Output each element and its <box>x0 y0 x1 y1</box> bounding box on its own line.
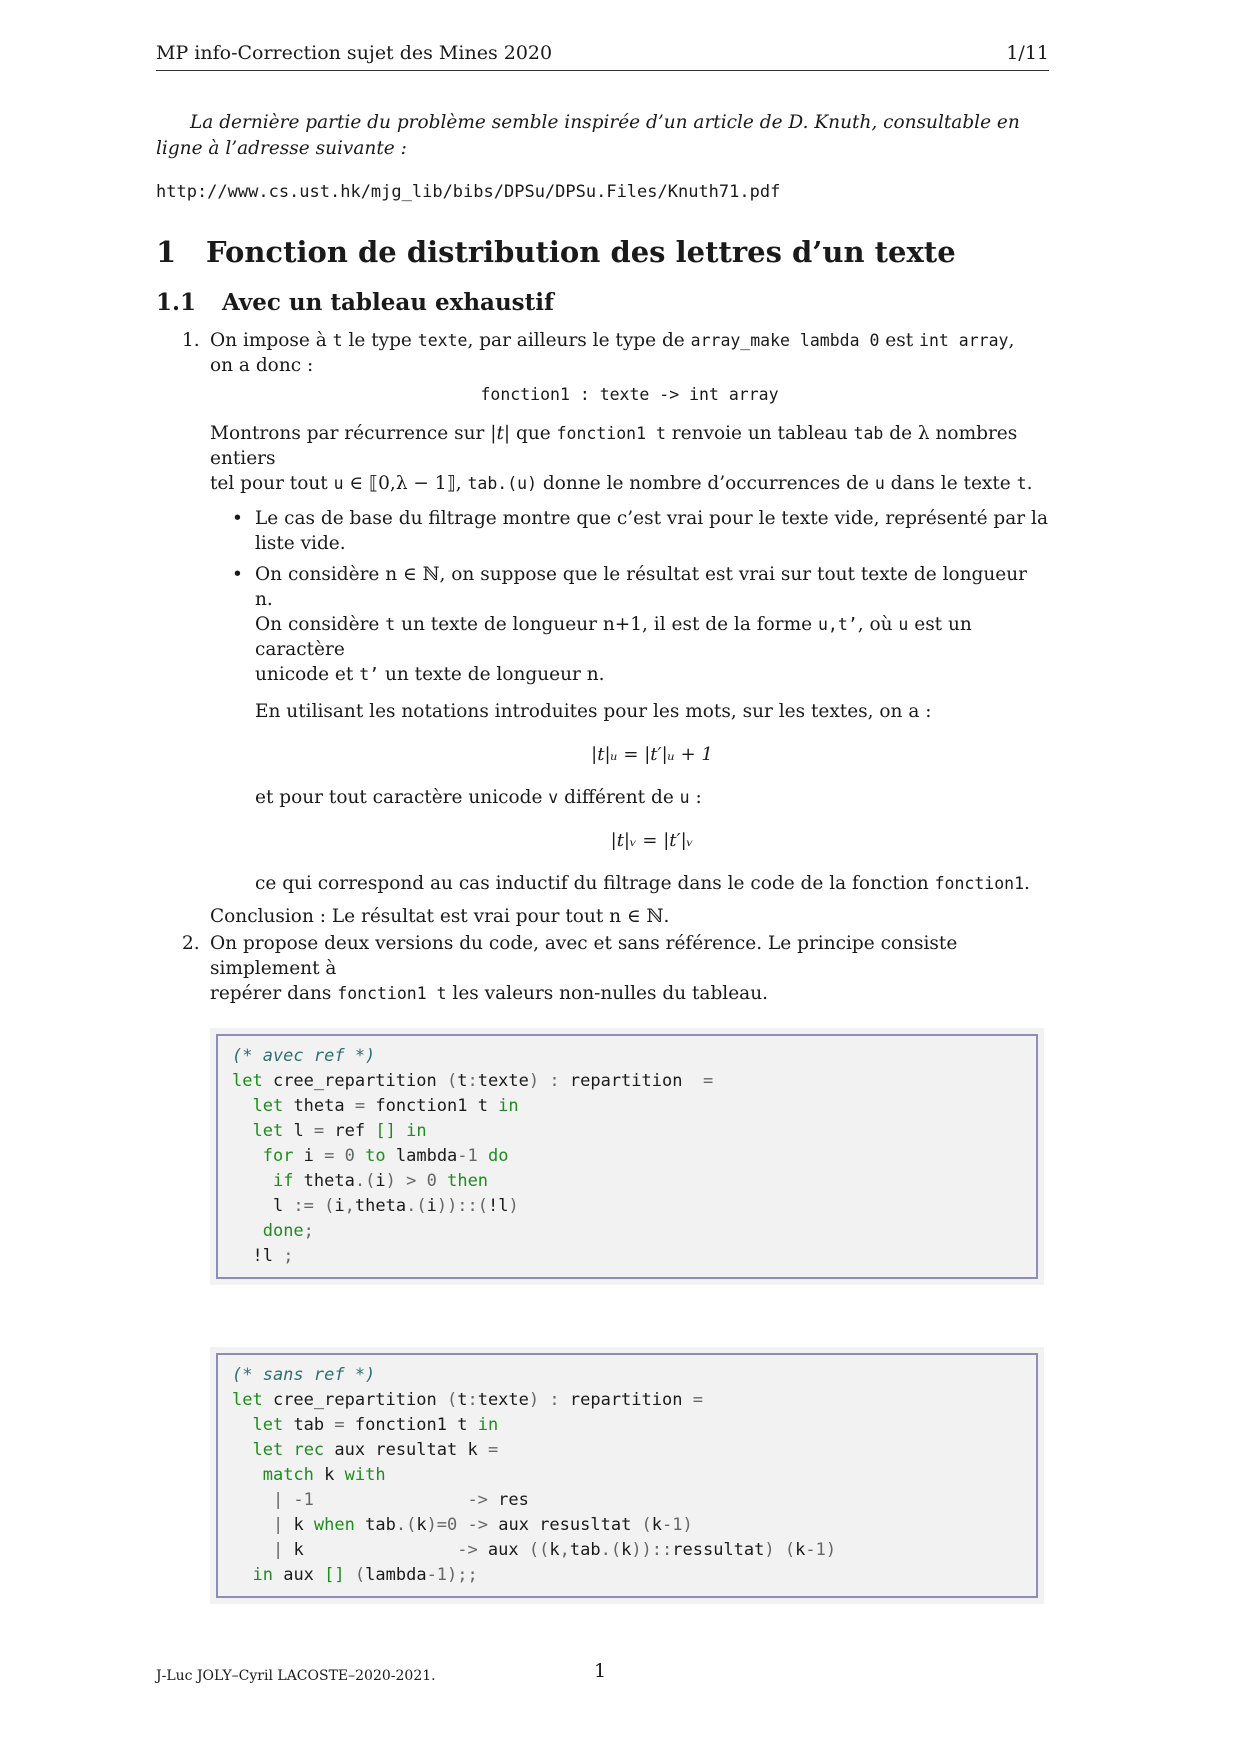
code-inline: u <box>874 474 885 493</box>
question-2-text <box>210 931 1049 1006</box>
text-run: un texte de longueur n. <box>379 664 605 685</box>
text-run: ce qui correspond au cas inductif du filtrage dans le code de la fonction <box>255 873 935 894</box>
section-heading <box>156 232 1049 272</box>
text-run: tel pour tout <box>210 473 334 494</box>
text-run: un texte de longueur n+1, il est de la forme <box>395 614 818 635</box>
code-block-without-ref <box>210 1347 1044 1604</box>
formula-count-v: |t|ᵥ = |t′|ᵥ <box>610 830 694 851</box>
code-inline: fonction1 <box>934 874 1025 893</box>
text-run: est <box>879 330 920 351</box>
bullet-base-case <box>210 506 1049 556</box>
intro-paragraph: La dernière partie du problème semble inspirée d’un article de D. Knuth, consultable en ligne à l’adresse suivante : <box>156 112 1020 159</box>
code-listing: (* sans ref *) let cree_repartition (t:texte) : repartition = let tab = fonction1 t in let rec aux resultat k = match k with | -1 -> res | k when tab.(k)=0 -> aux resusltat (k-1) | k -> aux ((k,tab.(k))::ressultat) (k-1) in aux [] (lambda-1);; <box>216 1353 1038 1598</box>
text-run: On impose à <box>210 330 333 351</box>
notations-sentence: En utilisant les notations introduites pour les mots, sur les textes, on a : <box>255 701 932 722</box>
code-inline: fonction1 t <box>556 424 666 443</box>
question-1 <box>156 328 1049 929</box>
text-run: unicode et <box>255 664 360 685</box>
text-run: , où <box>857 614 899 635</box>
text-run: dans le texte <box>884 473 1017 494</box>
text-run: : <box>689 787 702 808</box>
inductive-hypothesis <box>255 562 1049 687</box>
other-chars-sentence <box>255 785 1049 810</box>
section-title: Fonction de distribution des lettres d’un texte <box>206 235 956 269</box>
text-run: est un caractère <box>255 614 972 660</box>
knuth-url[interactable]: http://www.cs.ust.hk/mjg_lib/bibs/DPSu/DPSu.Files/Knuth71.pdf <box>156 182 781 202</box>
header-title: MP info-Correction sujet des Mines 2020 <box>156 42 553 64</box>
text-run: donne le nombre d’occurrences de <box>537 473 875 494</box>
text-run: . <box>1026 473 1033 494</box>
code-inline: u <box>898 615 909 634</box>
question-list <box>156 328 1049 1604</box>
text-run: Montrons par récurrence sur <box>210 423 491 444</box>
footer-authors: J-Luc JOLY–Cyril LACOSTE–2020-2021. <box>156 1668 436 1684</box>
document-body <box>156 110 1049 1604</box>
text-run: , <box>1008 330 1015 351</box>
code-inline: tab <box>853 424 884 443</box>
running-header <box>156 40 1049 71</box>
question-2 <box>156 931 1049 1604</box>
proof-bullets <box>210 506 1049 896</box>
code-inline: t <box>1016 474 1027 493</box>
code-inline: u <box>333 474 344 493</box>
recurrence-statement <box>210 421 1049 496</box>
subsection-number: 1.1 <box>156 289 197 316</box>
code-listing: (* avec ref *) let cree_repartition (t:texte) : repartition = let theta = fonction1 t in let l = ref [] in for i = 0 to lambda-1 do if theta.(i) > 0 then l := (i,theta.(i))::(!l) done; !l ; <box>216 1034 1038 1279</box>
code-inline: tab.(u) <box>467 474 538 493</box>
code-block-with-ref <box>210 1028 1044 1285</box>
text-run: ∈ ⟦0,λ − 1⟧, <box>343 473 468 494</box>
code-inline: int array <box>919 331 1009 350</box>
footer-page-number: 1 <box>594 1660 607 1682</box>
code-comment: (* sans ref *) <box>232 1365 376 1385</box>
code-comment: (* avec ref *) <box>232 1046 376 1066</box>
question-number: 1. <box>182 330 200 351</box>
math-inline: |t| <box>490 423 511 444</box>
type-signature: fonction1 : texte -> int array <box>480 385 779 404</box>
section-number: 1 <box>156 235 177 269</box>
code-inline: t’ <box>359 665 380 684</box>
bullet-icon: • <box>232 508 243 529</box>
code-inline: t <box>385 615 396 634</box>
text-run: repérer dans <box>210 983 338 1004</box>
text-run: le type <box>342 330 418 351</box>
inductive-conclusion <box>255 871 1049 896</box>
subsection-heading <box>156 286 1049 320</box>
code-inline: array_make lambda 0 <box>690 331 880 350</box>
text-run: renvoie un tableau <box>665 423 854 444</box>
text-run: les valeurs non-nulles du tableau. <box>446 983 768 1004</box>
code-inline: u,t’ <box>817 615 858 634</box>
text-run: que <box>510 423 557 444</box>
text-run: de λ nombres entiers <box>210 423 1018 469</box>
text-run: Le cas de base du filtrage montre que c’est vrai pour le texte vide, représenté par la liste vide. <box>255 508 1048 554</box>
text-run: , par ailleurs le type de <box>467 330 691 351</box>
formula-count-u: |t|ᵤ = |t′|ᵤ + 1 <box>591 744 713 765</box>
question-1-intro <box>210 328 1049 378</box>
text-run: . <box>1024 873 1030 894</box>
text-run: différent de <box>558 787 680 808</box>
code-inline: u <box>679 788 690 807</box>
conclusion: Conclusion : Le résultat est vrai pour tout n ∈ ℕ. <box>210 906 670 927</box>
bullet-icon: • <box>232 564 243 585</box>
code-inline: texte <box>417 331 468 350</box>
code-inline: v <box>548 788 559 807</box>
code-inline: fonction1 t <box>337 984 447 1003</box>
header-page-number: 1/11 <box>1006 42 1049 64</box>
text-run: et pour tout caractère unicode <box>255 787 549 808</box>
code-inline: t <box>332 331 343 350</box>
question-number: 2. <box>182 933 200 954</box>
text-run: on a donc : <box>210 355 314 376</box>
text-run: On considère <box>255 614 386 635</box>
subsection-title: Avec un tableau exhaustif <box>222 289 554 316</box>
text-run: On propose deux versions du code, avec et sans référence. Le principe consiste simplement à <box>210 933 958 979</box>
text-run: On considère n ∈ ℕ, on suppose que le résultat est vrai sur tout texte de longueur n. <box>255 564 1028 610</box>
bullet-inductive-case <box>210 562 1049 896</box>
